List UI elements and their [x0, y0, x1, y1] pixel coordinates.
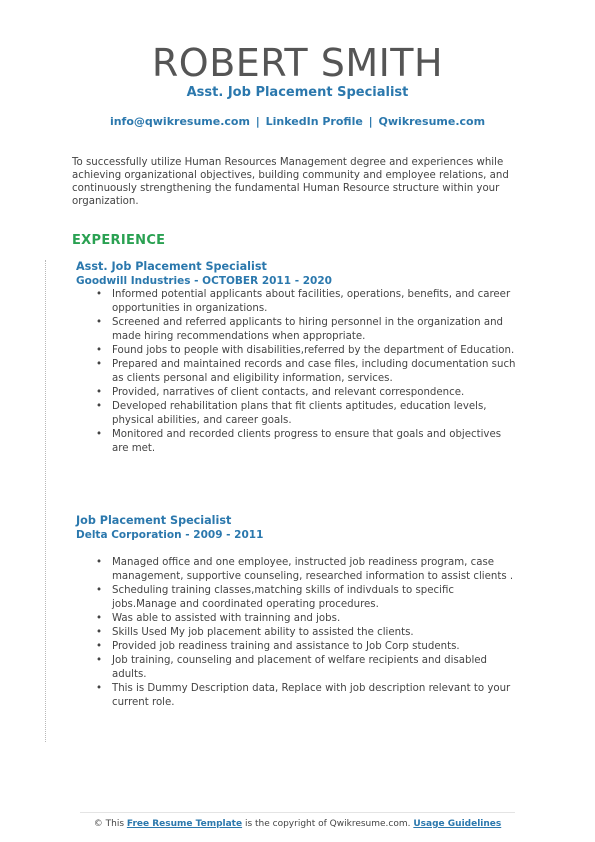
usage-guidelines-link[interactable]: Usage Guidelines	[413, 819, 502, 829]
contact-separator: |	[368, 115, 373, 128]
duty-item: • Informed potential applicants about facilities, operations, benefits, and career opportunities in organizations.	[76, 288, 516, 316]
job-entry	[76, 514, 516, 710]
duty-item: • Provided, narratives of client contacts, and relevant correspondence.	[76, 386, 516, 400]
job-company-line	[76, 274, 516, 288]
duty-item: • Prepared and maintained records and case files, including documentation such as clients personal and eligibility information, services.	[76, 358, 516, 386]
email-link[interactable]: info@qwikresume.com	[109, 115, 250, 128]
duty-item: • Scheduling training classes,matching skills of indivduals to specific jobs.Manage and coordinated operating procedures.	[76, 584, 516, 612]
duty-item: • Job training, counseling and placement of welfare recipients and disabled adults.	[76, 654, 516, 682]
duty-item: • Developed rehabilitation plans that fit clients aptitudes, education levels, physical abilities, and career goals.	[76, 400, 516, 428]
job-company: Goodwill Industries	[76, 275, 191, 287]
free-resume-template-link[interactable]: Free Resume Template	[126, 819, 243, 829]
duty-item: • Was able to assisted with trainning and jobs.	[76, 612, 516, 626]
footer-copyright	[0, 818, 595, 830]
duty-item: • Screened and referred applicants to hiring personnel in the organization and made hiring recommendations when appropriate.	[76, 316, 516, 344]
contact-separator: |	[255, 115, 260, 128]
job-company-line	[76, 528, 516, 542]
candidate-name: ROBERT SMITH	[151, 41, 444, 85]
duty-item: • Managed office and one employee, instructed job readiness program, case management, supportive counseling, researched information to assist clients .	[76, 556, 516, 584]
linkedin-link[interactable]: LinkedIn Profile	[265, 115, 363, 128]
footer-divider	[80, 812, 515, 813]
job-dates: - OCTOBER 2011 - 2020	[190, 275, 332, 287]
duty-item: • Skills Used My job placement ability to assisted the clients.	[76, 626, 516, 640]
duty-item: • Found jobs to people with disabilities,referred by the department of Education.	[76, 344, 516, 358]
job-dates: - 2009 - 2011	[181, 529, 264, 541]
duty-item: • Monitored and recorded clients progress to ensure that goals and objectives are met.	[76, 428, 516, 456]
candidate-title: Asst. Job Placement Specialist	[186, 85, 409, 100]
job-company: Delta Corporation	[76, 529, 182, 541]
footer-prefix: © This	[93, 819, 127, 829]
website-link[interactable]: Qwikresume.com	[378, 115, 486, 128]
job-title: Asst. Job Placement Specialist	[76, 260, 267, 273]
footer-middle: is the copyright of Qwikresume.com.	[242, 819, 414, 829]
duties-list	[76, 556, 516, 710]
duty-item: • This is Dummy Description data, Replace with job description relevant to your current role.	[76, 682, 516, 710]
job-title: Job Placement Specialist	[76, 514, 232, 527]
job-entry	[76, 260, 516, 456]
duties-list	[76, 288, 516, 456]
summary-paragraph: To successfully utilize Human Resources Management degree and experiences while achieving organizational objectives, building community and employee relations, and continuously strengthening the fundamental Human Resource structure within your organization.	[72, 157, 509, 207]
contact-line	[0, 114, 595, 130]
timeline-divider	[45, 260, 46, 742]
experience-heading: EXPERIENCE	[72, 233, 166, 248]
duty-item: • Provided job readiness training and assistance to Job Corp students.	[76, 640, 516, 654]
